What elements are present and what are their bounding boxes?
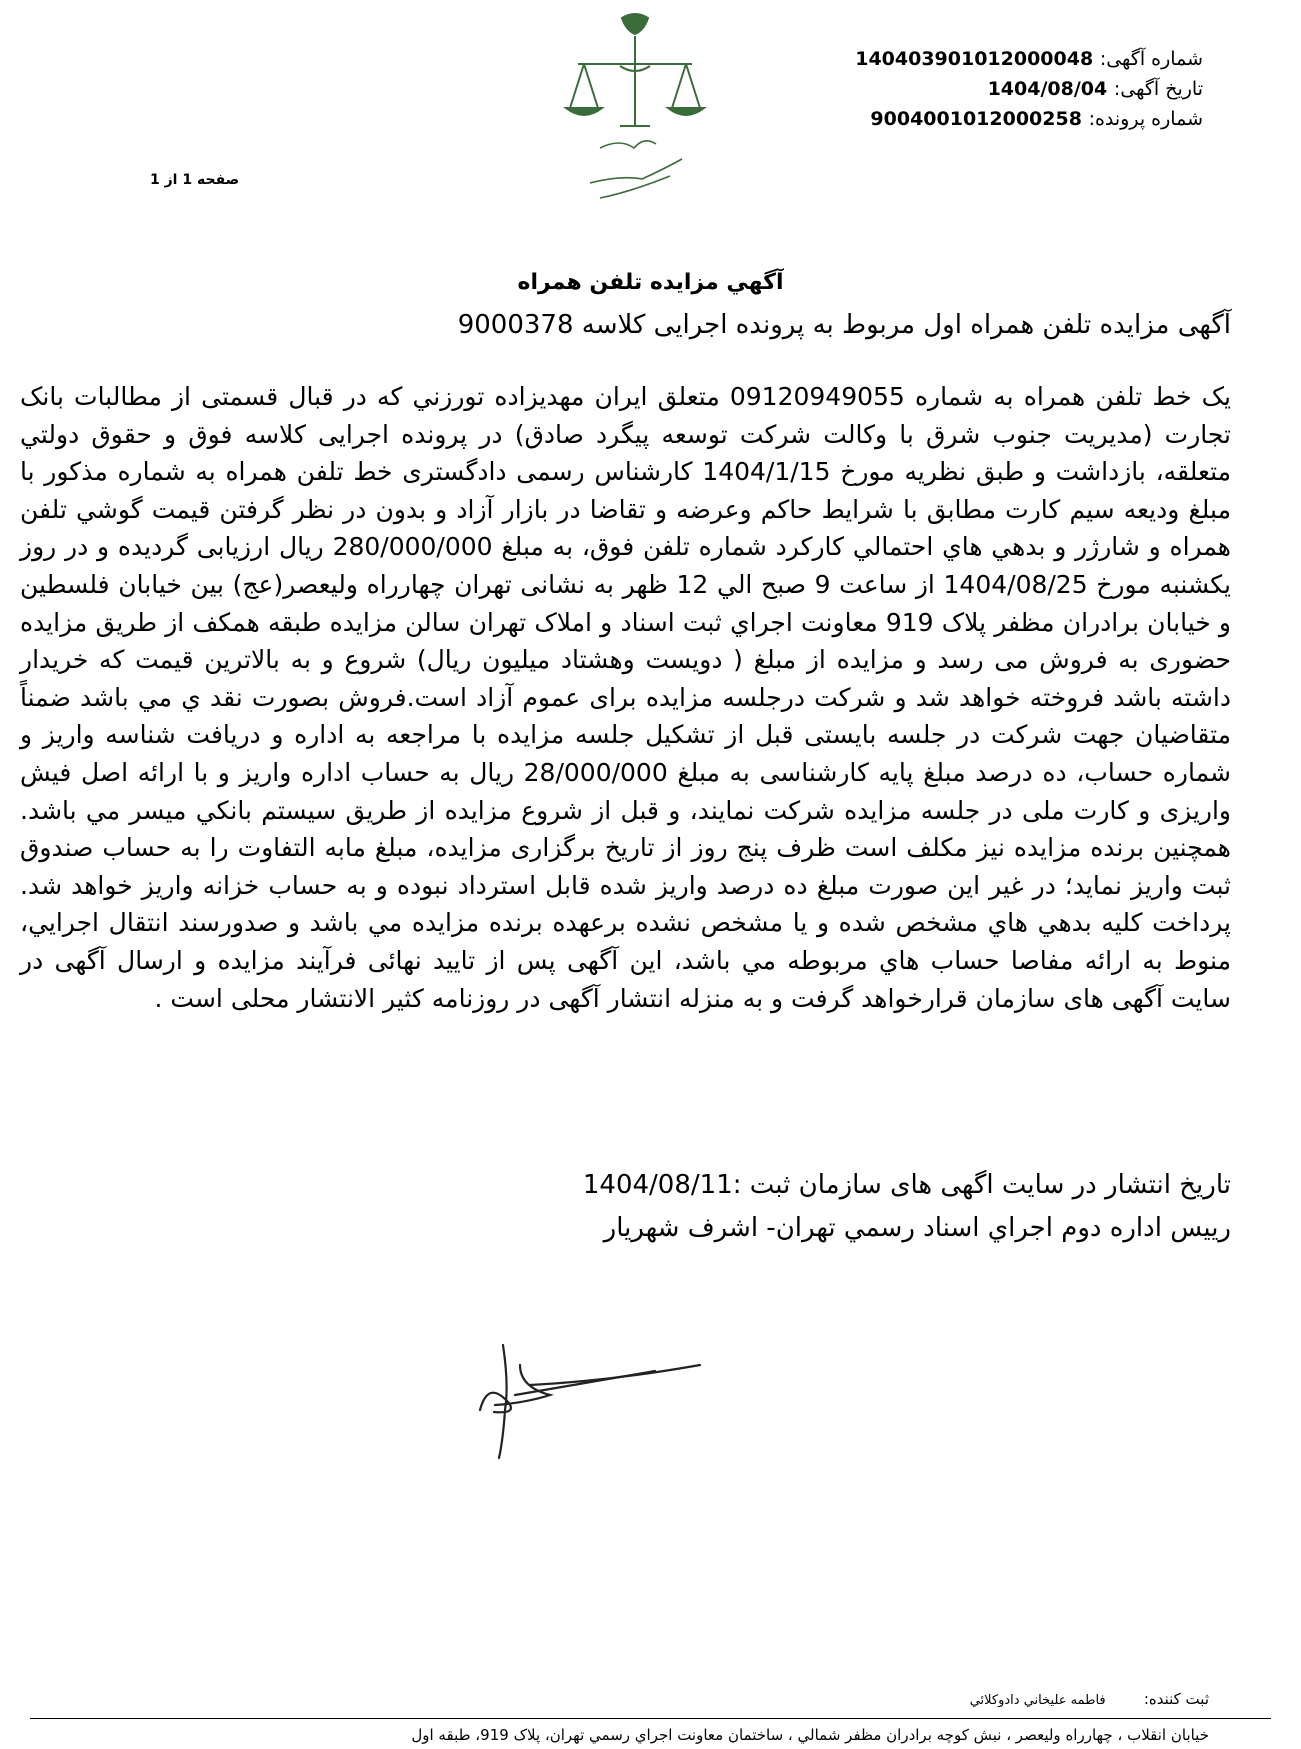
file-number-label: شماره پرونده:: [1088, 108, 1203, 130]
publication-date-label: تاریخ انتشار در سایت اگهی های سازمان ثبت :: [732, 1170, 1231, 1200]
registrar-name: فاطمه عليخاني دادوكلائي: [969, 1693, 1106, 1708]
publication-date: [583, 1170, 1231, 1200]
page-subtitle: آگهی مزایده تلفن همراه اول مربوط به پرونده اجرایی کلاسه 9000378: [457, 310, 1231, 340]
signatory: رییس اداره دوم اجراي اسناد رسمي تهران- اشرف شهریار: [603, 1213, 1231, 1243]
footer-address: خیابان انقلاب ، چهارراه ولیعصر ، نبش کوچه برادران مظفر شمالي ، ساختمان معاونت اجراي رسمي تهران، پلاک 919، طبقه اول: [411, 1726, 1209, 1744]
ad-date-label: تاریخ آگهی:: [1113, 78, 1203, 100]
page-title: آگهي مزايده تلفن همراه: [517, 270, 784, 295]
footer-divider: [30, 1718, 1271, 1719]
registrar: [970, 1690, 1209, 1708]
ad-date-value: 1404/08/04: [987, 78, 1108, 100]
page-indicator: صفحه 1 از 1: [150, 172, 240, 188]
publication-date-value: 1404/08/11: [582, 1170, 733, 1200]
file-number-value: 9004001012000258: [870, 108, 1082, 130]
ad-number: [855, 48, 1203, 70]
handwritten-signature: [475, 1335, 705, 1460]
ad-date: [988, 78, 1203, 100]
judiciary-emblem-icon: [560, 8, 710, 223]
file-number: [870, 108, 1203, 130]
announcement-body: یک خط تلفن همراه به شماره 09120949055 متعلق ایران مهدیزاده تورزني که در قبال قسمتی از مطالبات بانک تجارت (مدیریت جنوب شرق با وکالت شرکت توسعه پیگرد صادق) در پرونده اجرایی کلاسه فوق و حقوق دولتي متعلقه، بازداشت و طبق نظریه مورخ 1404/1/15 کارشناس رسمی دادگستری خط تلفن همراه به شماره مذکور با مبلغ ودیعه سیم کارت مطابق با شرایط حاکم وعرضه و تقاضا در بازار آزاد و بدون در نظر گرفتن قیمت گوشي تلفن همراه و شارژر و بدهي هاي احتمالي کارکرد شماره تلفن فوق، به مبلغ 280/000/000 ریال ارزیابی گردیده و در روز یکشنبه مورخ 1404/08/25 از ساعت 9 صبح الي 12 ظهر به نشانی تهران چهارراه ولیعصر(عج) بین خیابان فلسطین و خیابان برادران مظفر پلاک 919 معاونت اجراي ثبت اسناد و املاک تهران سالن مزایده طبقه همکف از طریق مزایده حضوری به فروش می رسد و مزایده از مبلغ ( دویست وهشتاد میلیون ریال) شروع و به بالاترین قیمت که خریدار داشته باشد فروخته خواهد شد و شرکت درجلسه مزایده برای عموم آزاد است.فروش بصورت نقد ي مي باشد ضمناً متقاضیان جهت شرکت در جلسه بایستی قبل از تشکیل جلسه مزایده با مراجعه به اداره و دریافت شناسه واریز و شماره حساب، ده درصد مبلغ پایه کارشناسی به مبلغ 28/000/000 ریال به حساب اداره واریز و با ارائه اصل فیش واریزی و کارت ملی در جلسه مزایده شرکت نمایند، و قبل از شروع مزایده از طریق سیستم بانکي میسر مي باشد. همچنین برنده مزایده نیز مکلف است ظرف پنج روز از تاریخ برگزاری مزایده، مبلغ مابه التفاوت را به حساب صندوق ثبت واریز نماید؛ در غیر این صورت مبلغ ده درصد واریز شده قابل استرداد نبوده و به حساب خزانه واریز خواهد شد. پرداخت کلیه بدهي هاي مشخص شده و یا مشخص نشده برعهده برنده مزایده مي باشد و صدورسند انتقال اجرایي، منوط به ارائه مفاصا حساب هاي مربوطه مي باشد، این آگهی پس از تایید نهائی فرآیند مزایده و ارسال آگهی در سایت آگهی های سازمان قرارخواهد گرفت و به منزله انتشار آگهی در روزنامه کثیر الانتشار محلی است .: [20, 382, 1232, 1013]
registrar-label: ثبت کننده:: [1143, 1690, 1209, 1708]
ad-number-label: شماره آگهی:: [1099, 48, 1203, 70]
ad-number-value: 140403901012000048: [855, 48, 1094, 70]
